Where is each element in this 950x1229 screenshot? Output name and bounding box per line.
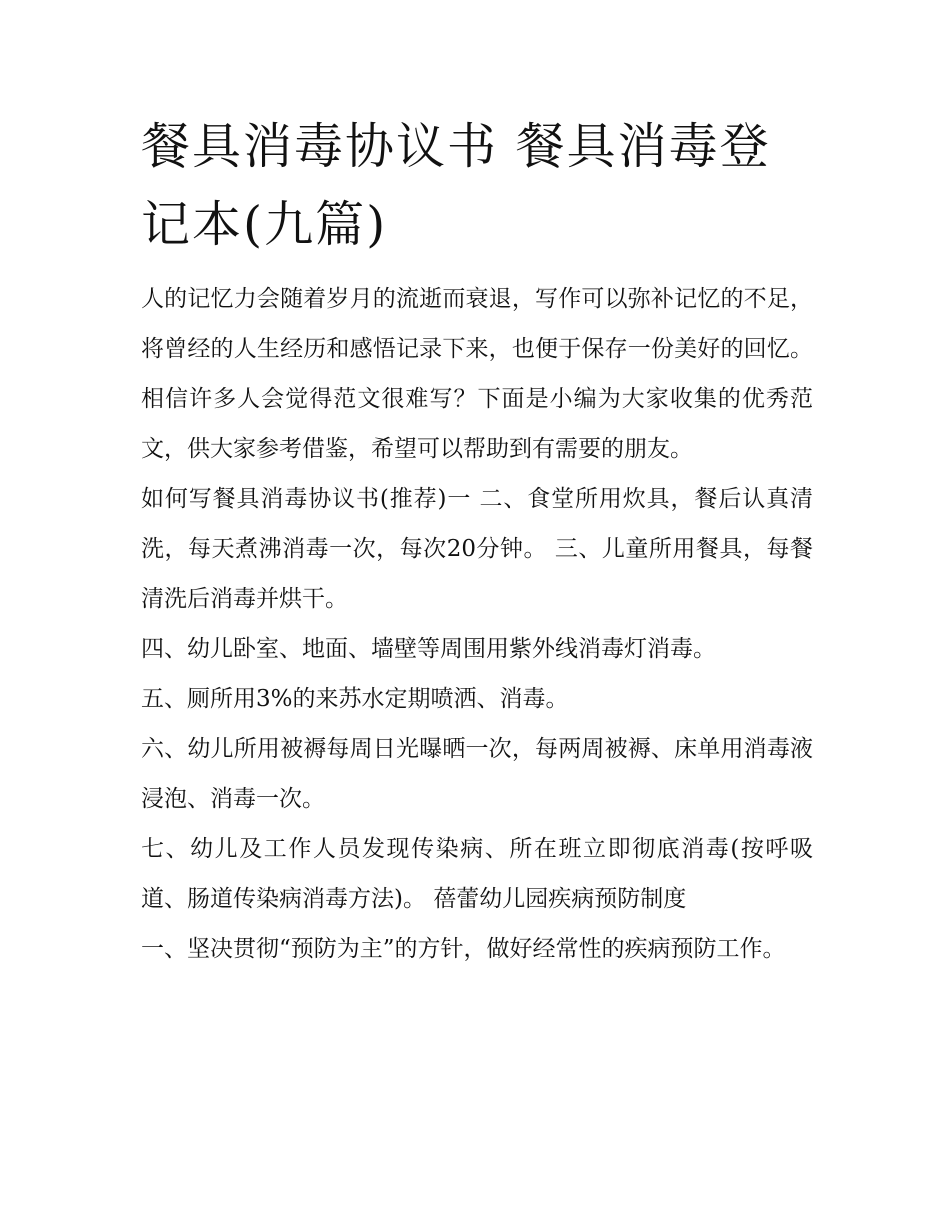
paragraph-item-7: 七、幼儿及工作人员发现传染病、所在班立即彻底消毒(按呼吸道、肠道传染病消毒方法)。 蓓蕾幼儿园疾病预防制度 [141,836,813,912]
paragraph-item-5: 五、厕所用3%的来苏水定期喷洒、消毒。 [141,686,569,712]
paragraph-item-4: 四、幼儿卧室、地面、墙壁等周围用紫外线消毒灯消毒。 [141,636,716,662]
document-body [141,274,813,974]
paragraph-section-1: 如何写餐具消毒协议书(推荐)一 二、食堂所用炊具，餐后认真清洗，每天煮沸消毒一次，每次20分钟。 三、儿童所用餐具，每餐清洗后消毒并烘干。 [141,486,813,612]
paragraph-prevention-1: 一、坚决贯彻“预防为主”的方针，做好经常性的疾病预防工作。 [141,936,786,962]
paragraph-intro: 人的记忆力会随着岁月的流逝而衰退，写作可以弥补记忆的不足，将曾经的人生经历和感悟记录下来，也便于保存一份美好的回忆。相信许多人会觉得范文很难写？下面是小编为大家收集的优秀范文，供大家参考借鉴，希望可以帮助到有需要的朋友。 [141,286,813,462]
paragraph-item-6: 六、幼儿所用被褥每周日光曝晒一次，每两周被褥、床单用消毒液浸泡、消毒一次。 [141,736,813,812]
document-title: 餐具消毒协议书 餐具消毒登记本(九篇) [141,118,771,253]
document-page [141,108,813,974]
